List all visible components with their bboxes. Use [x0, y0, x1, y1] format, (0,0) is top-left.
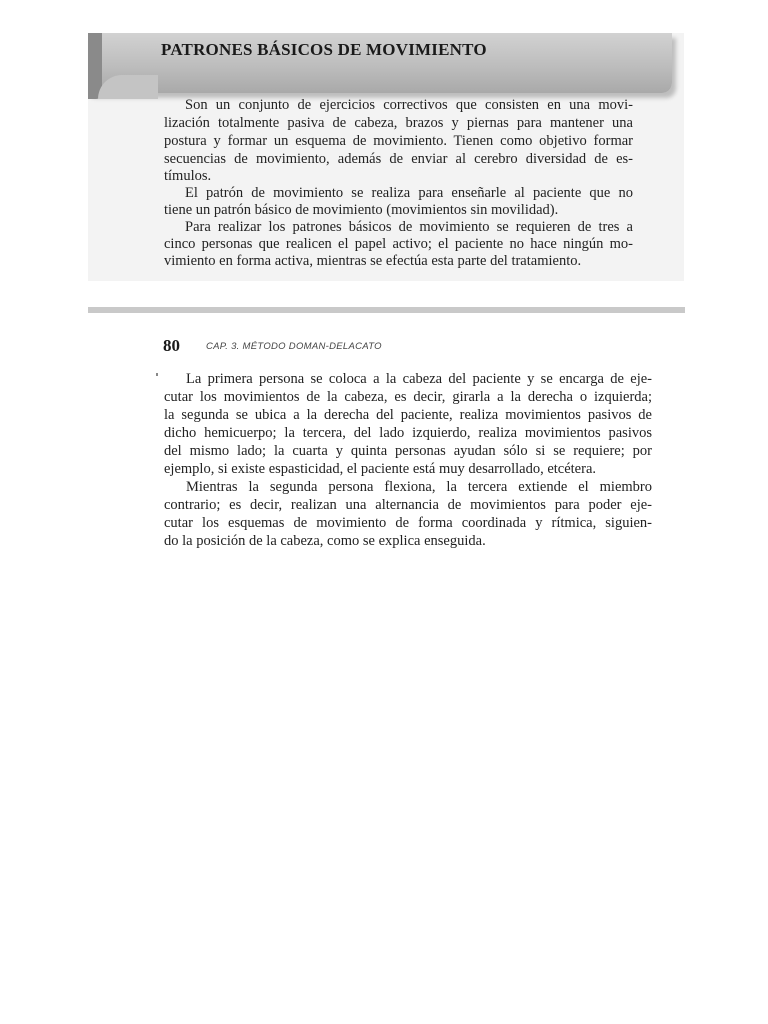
- section-title: PATRONES BÁSICOS DE MOVIMIENTO: [161, 40, 487, 59]
- paragraph-line: del mismo lado; la cuarta y quinta personas ayudan sólo si se requiere; por: [164, 443, 652, 459]
- paragraph-line: cinco personas que realicen el papel activo; el paciente no hace ningún mo-: [164, 236, 633, 252]
- paragraph-line: Mientras la segunda persona flexiona, la tercera extiende el miembro: [186, 479, 652, 495]
- running-header: CAP. 3. MÉTODO DOMAN-DELACATO: [206, 341, 382, 352]
- paragraph-line: la segunda se ubica a la derecha del paciente, realiza movimientos pasivos de: [164, 407, 652, 423]
- page-number: 80: [163, 336, 180, 355]
- scan-speck: [156, 373, 158, 376]
- paragraph-line: Para realizar los patrones básicos de movimiento se requieren de tres a: [185, 219, 633, 235]
- page-divider: [88, 307, 685, 313]
- section-banner: [88, 33, 672, 93]
- paragraph-line: postura y formar un esquema de movimiento. Tienen como objetivo formar: [164, 133, 633, 149]
- paragraph-line: Son un conjunto de ejercicios correctivos que consisten en una movi-: [185, 97, 633, 113]
- paragraph-line: El patrón de movimiento se realiza para enseñarle al paciente que no: [185, 185, 633, 201]
- paragraph-line: La primera persona se coloca a la cabeza del paciente y se encarga de eje-: [186, 371, 652, 387]
- banner-curl-decoration: [98, 75, 158, 99]
- paragraph-line: tiene un patrón básico de movimiento (movimientos sin movilidad).: [164, 202, 559, 218]
- paragraph-line: vimiento en forma activa, mientras se efectúa esta parte del tratamiento.: [164, 253, 582, 269]
- paragraph-line: cutar los esquemas de movimiento de forma coordinada y rítmica, siguien-: [164, 515, 652, 531]
- paragraph-line: cutar los movimientos de la cabeza, es decir, girarla a la derecha o izquierda;: [164, 389, 652, 405]
- paragraph-line: contrario; es decir, realizan una alternancia de movimientos para poder eje-: [164, 497, 652, 513]
- paragraph-line: do la posición de la cabeza, como se explica enseguida.: [164, 533, 486, 549]
- paragraph-line: dicho hemicuerpo; la tercera, del lado izquierdo, realiza movimientos pasivos: [164, 425, 652, 441]
- paragraph-line: secuencias de movimiento, además de enviar al cerebro diversidad de es-: [164, 151, 633, 167]
- paragraph-line: tímulos.: [164, 168, 212, 184]
- paragraph-line: ejemplo, si existe espasticidad, el paciente está muy desarrollado, etcétera.: [164, 461, 597, 477]
- paragraph-line: lización totalmente pasiva de cabeza, brazos y piernas para mantener una: [164, 115, 633, 131]
